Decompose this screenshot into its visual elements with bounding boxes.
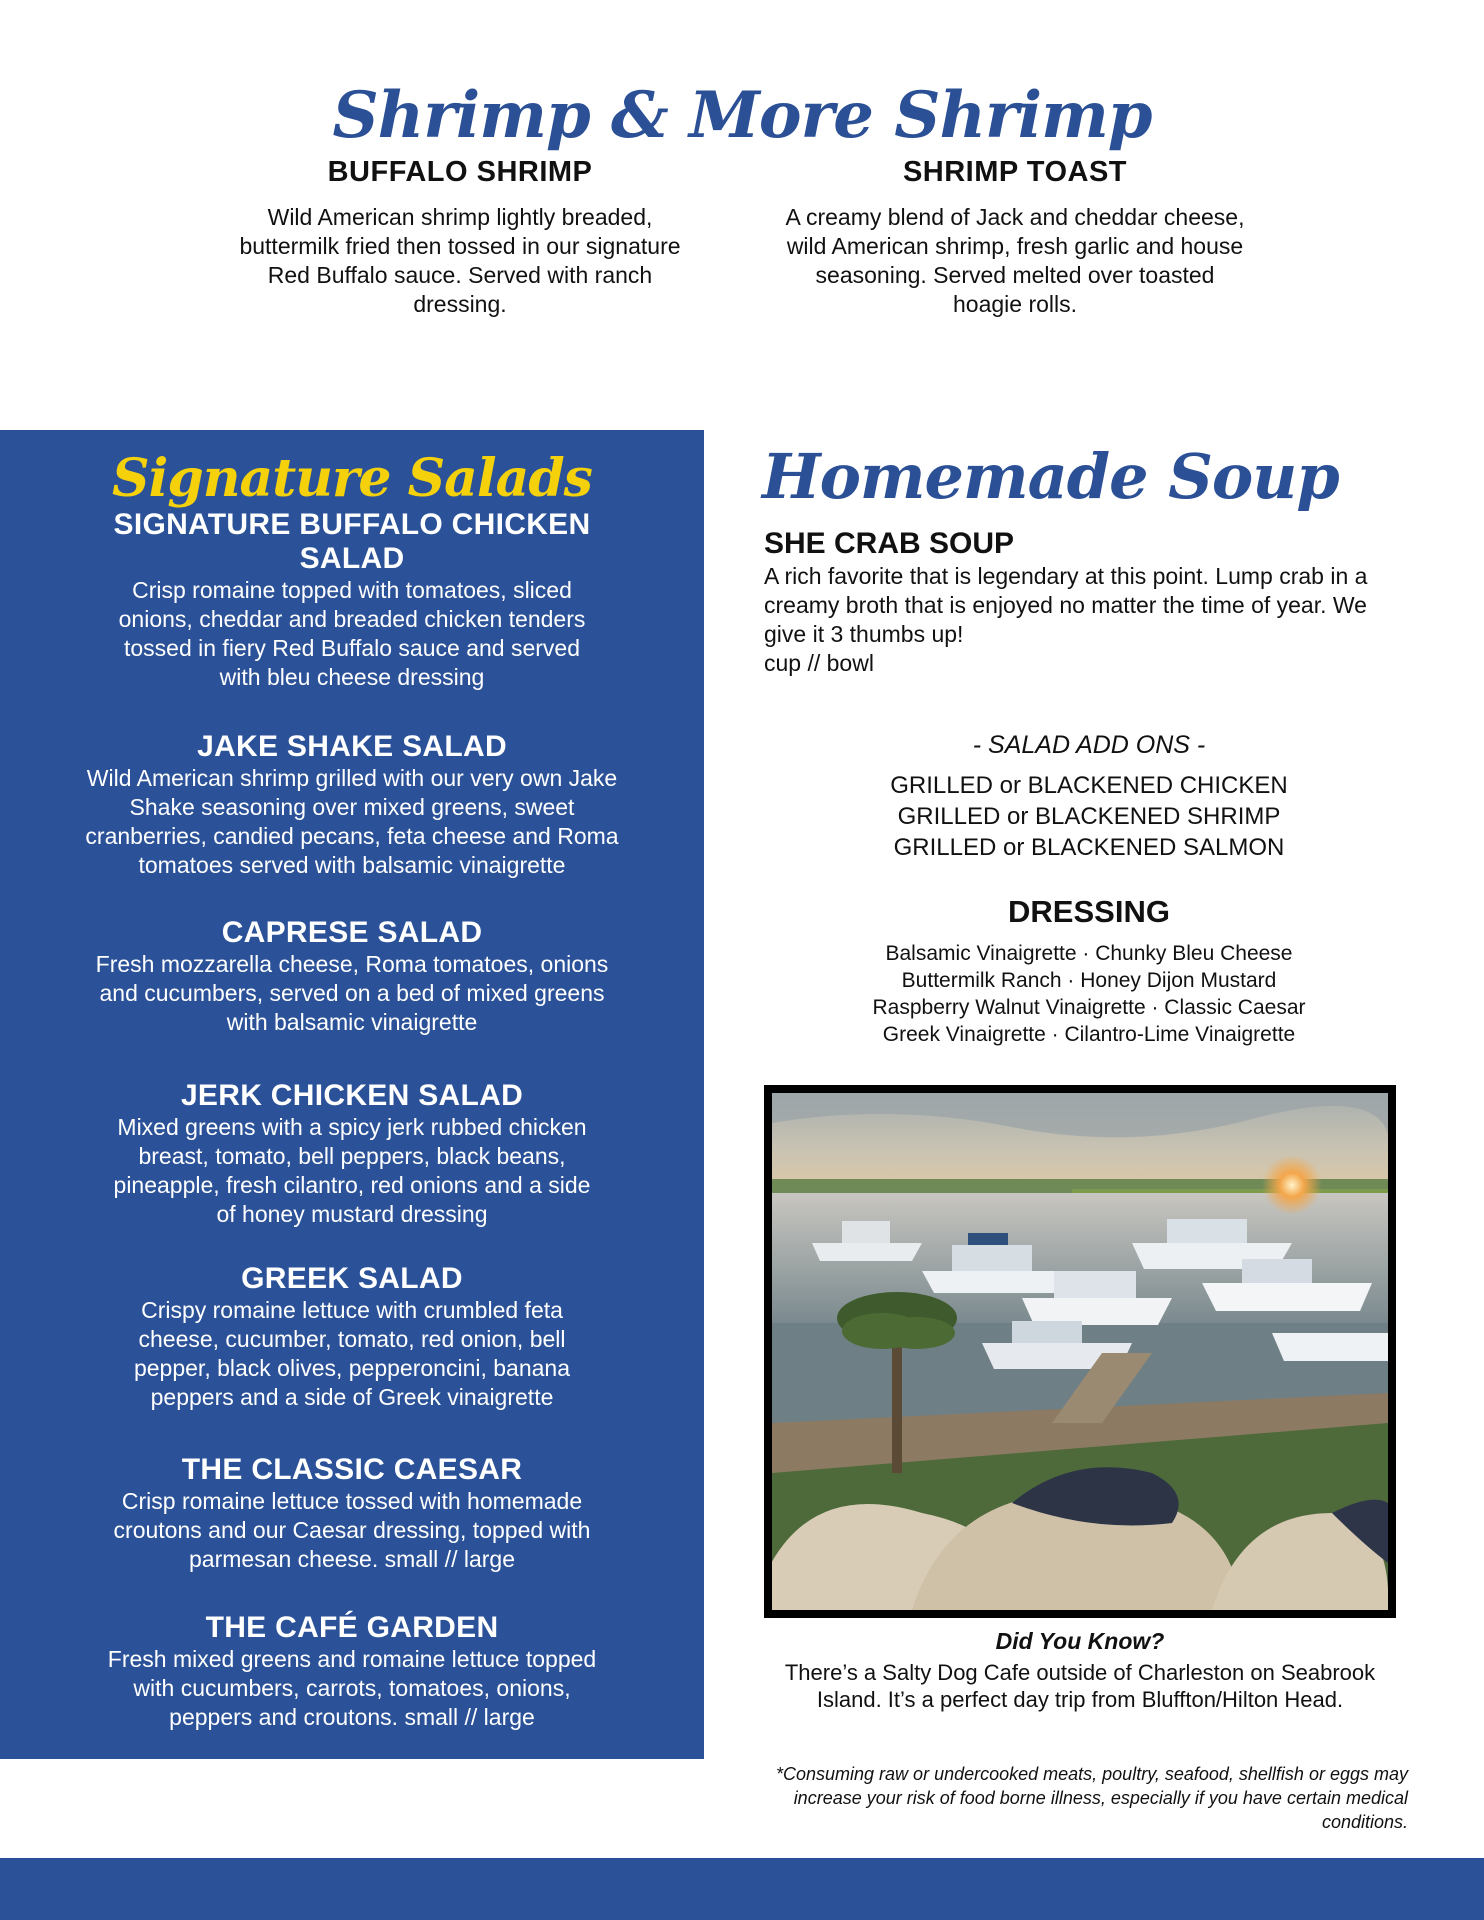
- item-description: Wild American shrimp grilled with our very own Jake Shake seasoning over mixed greens, sweet cranberries, candied pecans, feta cheese and Roma tomatoes served with balsamic vinaigrette: [85, 765, 619, 878]
- footer-band: [0, 1858, 1484, 1920]
- soup-item-description: A rich favorite that is legendary at this point. Lump crab in a creamy broth that is enjoyed no matter the time of year. We give it 3 thumbs up!: [764, 563, 1368, 647]
- dressing-heading: DRESSING: [1008, 894, 1170, 929]
- dressing-line: Greek Vinaigrette · Cilantro-Lime Vinaigrette: [882, 1023, 1296, 1046]
- item-description: Mixed greens with a spicy jerk rubbed chicken breast, tomato, bell peppers, black beans, pineapple, fresh cilantro, red onions and a side of honey mustard dressing: [113, 1114, 591, 1227]
- item-name: BUFFALO SHRIMP: [327, 156, 593, 188]
- menu-item-buffalo-shrimp: [230, 156, 690, 319]
- sun: [1262, 1155, 1322, 1215]
- menu-item-greek-salad: [120, 1262, 584, 1412]
- menu-item-buffalo-chicken-salad: [110, 508, 594, 692]
- menu-item-shrimp-toast: [785, 156, 1245, 319]
- item-description: A creamy blend of Jack and cheddar cheese, wild American shrimp, fresh garlic and house seasoning. Served melted over toasted hoagie rolls.: [785, 204, 1245, 317]
- soup-item-name: SHE CRAB SOUP: [764, 527, 1015, 560]
- salad-addons-list: [764, 770, 1414, 863]
- item-name: JERK CHICKEN SALAD: [180, 1079, 524, 1112]
- menu-item-jerk-chicken-salad: [110, 1079, 594, 1229]
- salads-section-heading: Signature Salads: [112, 448, 592, 509]
- addon-item: GRILLED or BLACKENED SALMON: [893, 834, 1285, 861]
- item-description: Fresh mozzarella cheese, Roma tomatoes, onions and cucumbers, served on a bed of mixed greens with balsamic vinaigrette: [95, 951, 609, 1035]
- signature-salads-panel: [0, 430, 704, 1759]
- shrimp-section-heading: Shrimp & More Shrimp: [332, 78, 1152, 153]
- item-name: GREEK SALAD: [241, 1262, 463, 1295]
- menu-item-jake-shake-salad: [80, 730, 624, 880]
- food-safety-disclaimer: *Consuming raw or undercooked meats, poultry, seafood, shellfish or eggs may increase your risk of food borne illness, especially if you have certain medical conditions.: [776, 1764, 1408, 1832]
- addon-item: GRILLED or BLACKENED SHRIMP: [897, 803, 1281, 830]
- item-description: Fresh mixed greens and romaine lettuce topped with cucumbers, carrots, tomatoes, onions, peppers and croutons. small // large: [107, 1646, 597, 1730]
- item-name: SIGNATURE BUFFALO CHICKEN SALAD: [113, 508, 591, 575]
- soup-section-heading: Homemade Soup: [762, 440, 1339, 513]
- dressing-line: Buttermilk Ranch · Honey Dijon Mustard: [901, 969, 1277, 992]
- item-name: SHRIMP TOAST: [902, 156, 1128, 188]
- item-name: THE CAFÉ GARDEN: [205, 1611, 499, 1644]
- salad-addons-heading: - SALAD ADD ONS -: [972, 731, 1206, 759]
- menu-item-caprese-salad: [95, 916, 609, 1037]
- marina-photo-illustration: [772, 1093, 1388, 1610]
- dressing-line: Raspberry Walnut Vinaigrette · Classic Caesar: [872, 996, 1306, 1019]
- marina-photo: [764, 1085, 1396, 1618]
- item-description: Crispy romaine lettuce with crumbled feta cheese, cucumber, tomato, red onion, bell pepper, black olives, pepperoncini, banana peppers and a side of Greek vinaigrette: [133, 1297, 571, 1410]
- item-name: CAPRESE SALAD: [221, 916, 483, 949]
- did-you-know-text: There’s a Salty Dog Cafe outside of Charleston on Seabrook Island. It’s a perfect day trip from Bluffton/Hilton Head.: [784, 1660, 1376, 1712]
- item-name: THE CLASSIC CAESAR: [181, 1453, 523, 1486]
- addon-item: GRILLED or BLACKENED CHICKEN: [890, 772, 1288, 799]
- item-description: Crisp romaine lettuce tossed with homemade croutons and our Caesar dressing, topped with parmesan cheese. small // large: [113, 1488, 591, 1572]
- item-description: Wild American shrimp lightly breaded, buttermilk fried then tossed in our signature Red Buffalo sauce. Served with ranch dressing.: [239, 204, 681, 317]
- did-you-know-title: Did You Know?: [995, 1628, 1165, 1654]
- menu-item-classic-caesar: [105, 1453, 599, 1574]
- dressing-list: [764, 940, 1414, 1048]
- item-name: JAKE SHAKE SALAD: [197, 730, 507, 763]
- dressing-line: Balsamic Vinaigrette · Chunky Bleu Cheese: [885, 942, 1293, 965]
- menu-item-cafe-garden: [100, 1611, 604, 1732]
- soup-item-sizes: cup // bowl: [764, 650, 874, 676]
- item-description: Crisp romaine topped with tomatoes, sliced onions, cheddar and breaded chicken tenders tossed in fiery Red Buffalo sauce and served with bleu cheese dressing: [118, 577, 586, 690]
